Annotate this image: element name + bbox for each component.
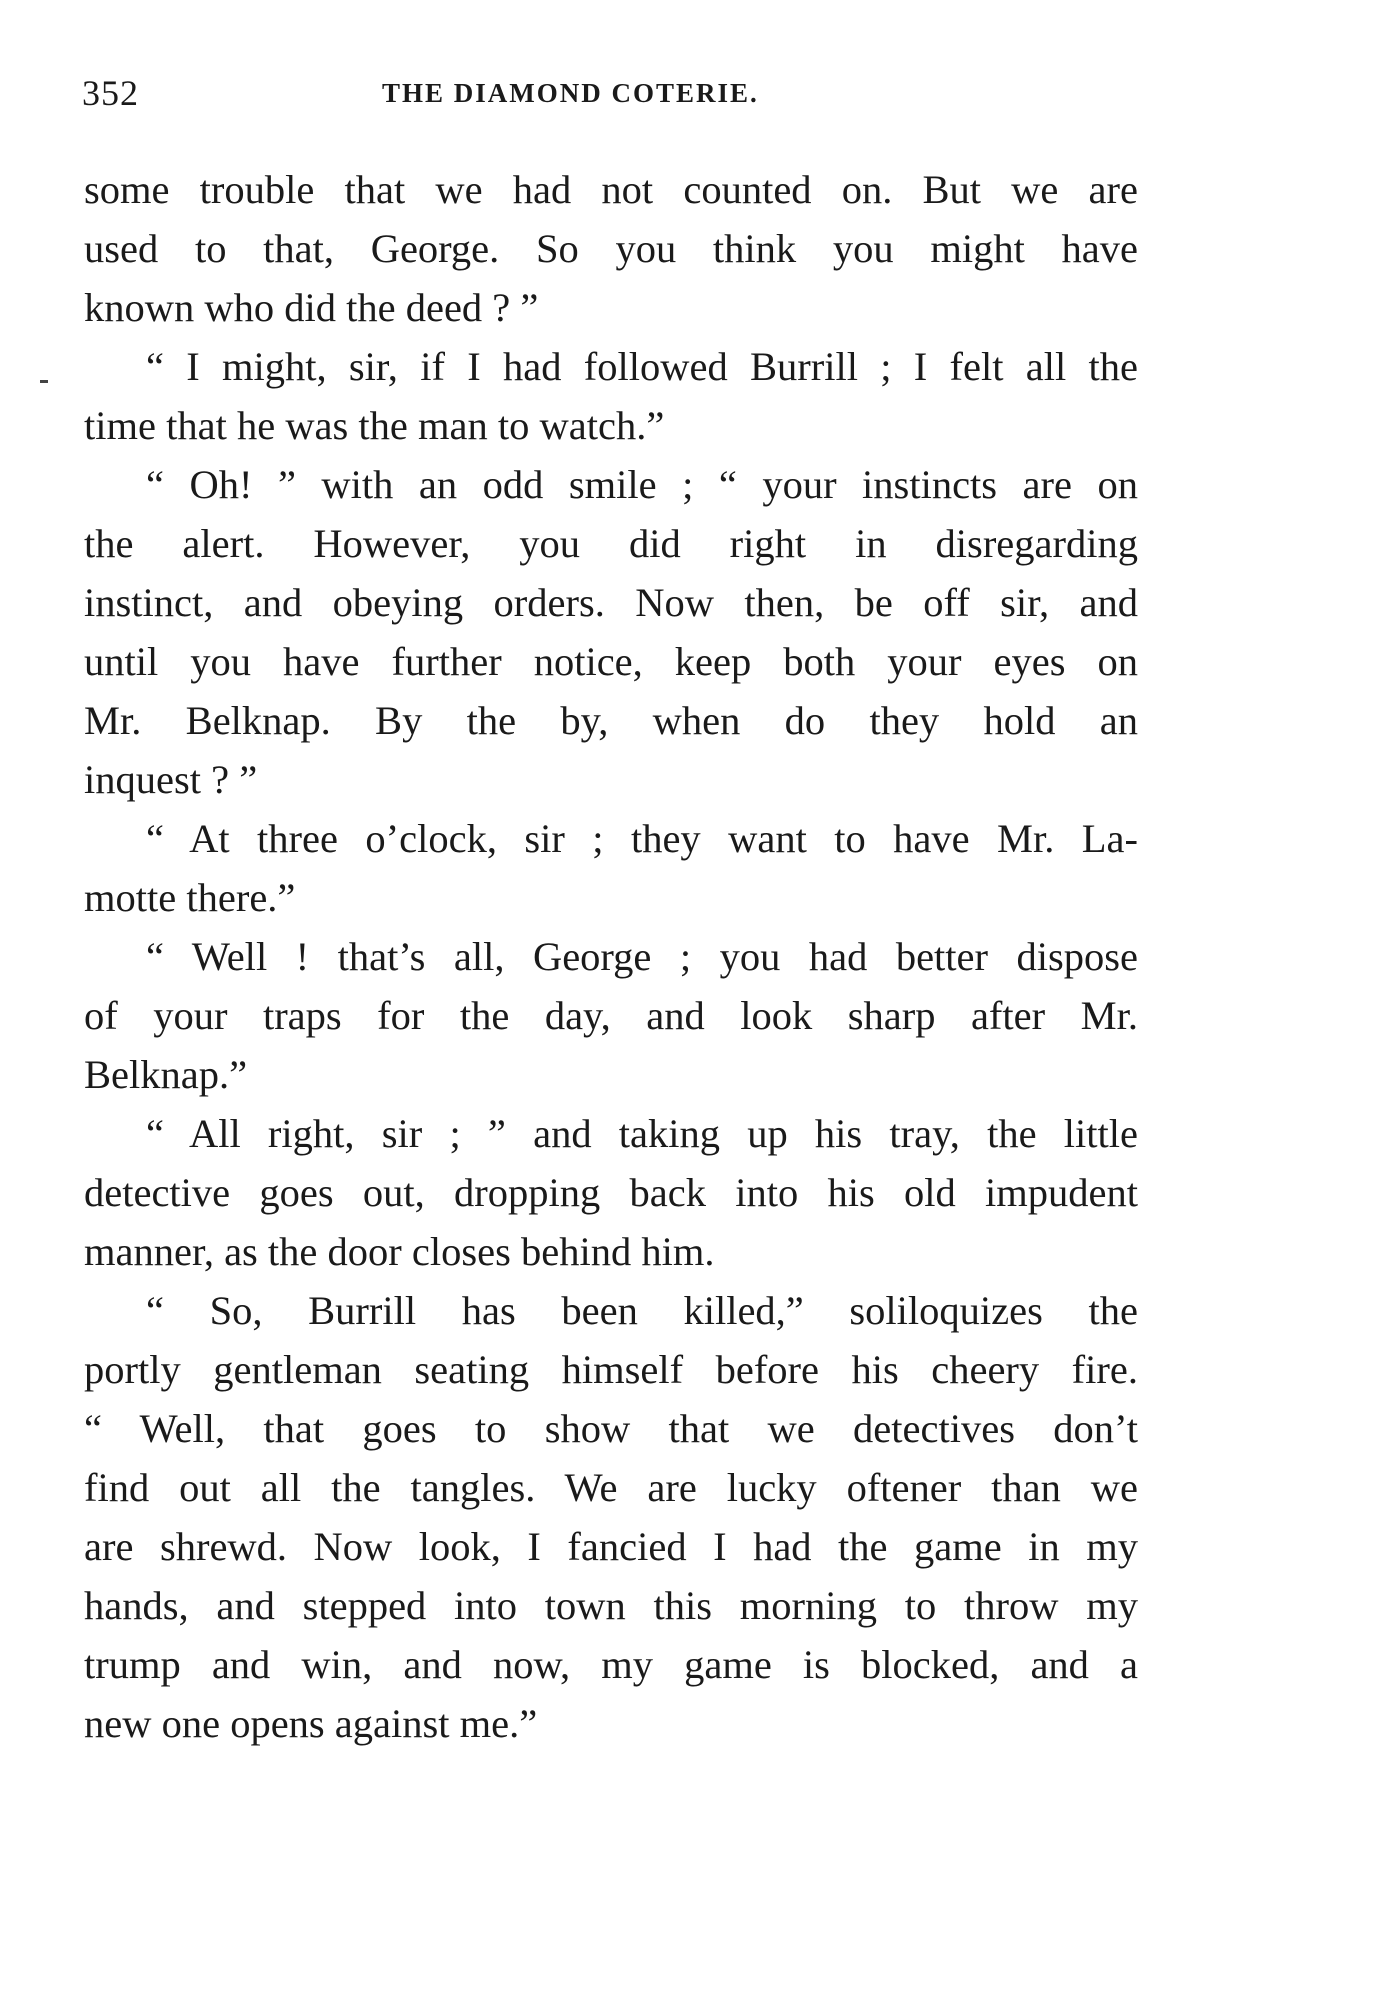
text-line: Belknap.”	[84, 1052, 248, 1097]
text-line: detective goes out, dropping back into his old impudent	[84, 1170, 1138, 1215]
text-line: portly gentleman seating himself before his cheery fire.	[84, 1347, 1138, 1392]
text-line: known who did the deed ? ”	[84, 285, 539, 330]
page-header	[82, 72, 1142, 122]
text-line: “ Well, that goes to show that we detectives don’t	[84, 1406, 1138, 1451]
text-line: trump and win, and now, my game is blocked, and a	[84, 1642, 1138, 1687]
text-line: “ All right, sir ; ” and taking up his tray, the little	[146, 1111, 1138, 1156]
text-line: hands, and stepped into town this morning to throw my	[84, 1583, 1138, 1628]
text-line: “ At three o’clock, sir ; they want to have Mr. La-	[146, 816, 1138, 861]
text-line: until you have further notice, keep both your eyes on	[84, 639, 1138, 684]
text-line: manner, as the door closes behind him.	[84, 1229, 715, 1274]
body-text	[84, 160, 1138, 1753]
text-line: “ I might, sir, if I had followed Burrill ; I felt all the	[146, 344, 1138, 389]
text-line: motte there.”	[84, 875, 296, 920]
text-line: of your traps for the day, and look sharp after Mr.	[84, 993, 1138, 1038]
text-line: “ Well ! that’s all, George ; you had better dispose	[146, 934, 1138, 979]
page-number: 352	[82, 73, 139, 113]
running-head: THE DIAMOND COTERIE.	[382, 78, 759, 108]
text-line: new one opens against me.”	[84, 1701, 538, 1746]
text-line: are shrewd. Now look, I fancied I had the game in my	[84, 1524, 1138, 1569]
text-line: the alert. However, you did right in disregarding	[84, 521, 1138, 566]
text-line: used to that, George. So you think you might have	[84, 226, 1138, 271]
text-line: find out all the tangles. We are lucky oftener than we	[84, 1465, 1138, 1510]
text-line: Mr. Belknap. By the by, when do they hold an	[84, 698, 1138, 743]
text-line: inquest ? ”	[84, 757, 258, 802]
stray-mark	[40, 380, 48, 383]
text-line: “ So, Burrill has been killed,” soliloquizes the	[146, 1288, 1138, 1333]
text-line: time that he was the man to watch.”	[84, 403, 665, 448]
text-line: instinct, and obeying orders. Now then, be off sir, and	[84, 580, 1138, 625]
text-line: “ Oh! ” with an odd smile ; “ your instincts are on	[146, 462, 1138, 507]
text-line: some trouble that we had not counted on. But we are	[84, 167, 1138, 212]
